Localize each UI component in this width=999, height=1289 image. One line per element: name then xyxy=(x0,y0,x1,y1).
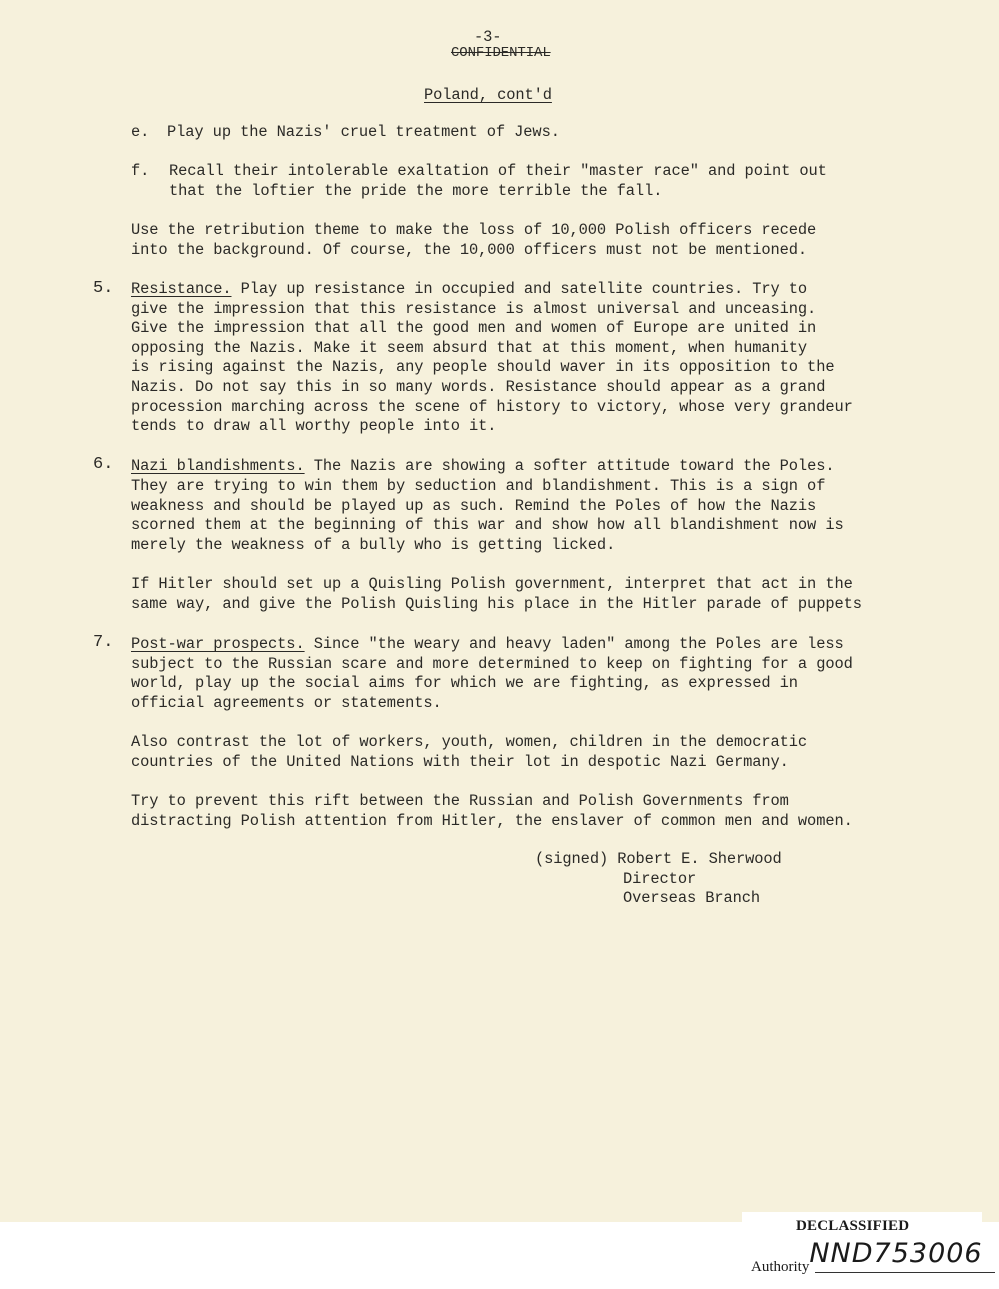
section-5-line: tends to draw all worthy people into it. xyxy=(131,417,497,435)
section-7-line: world, play up the social aims for which we are fighting, as expressed in xyxy=(131,674,798,692)
section-7-para2-line: Also contrast the lot of workers, youth, women, children in the democratic xyxy=(131,733,808,751)
signatory-branch: Overseas Branch xyxy=(623,889,761,907)
retribution-line: Use the retribution theme to make the loss of 10,000 Polish officers recede xyxy=(131,221,817,239)
section-6-heading: Nazi blandishments. xyxy=(131,457,305,475)
authority-code: NND753006 xyxy=(809,1238,983,1269)
authority-line xyxy=(751,1238,983,1275)
section-5-number: 5. xyxy=(93,279,114,298)
retribution-line: into the background. Of course, the 10,000 officers must not be mentioned. xyxy=(131,241,808,259)
page-number: -3- xyxy=(474,28,502,46)
section-6-line: scorned them at the beginning of this war and show how all blandishment now is xyxy=(131,516,844,534)
section-7-heading: Post-war prospects. xyxy=(131,635,305,653)
section-7-first-line xyxy=(131,635,844,655)
section-5-heading: Resistance. xyxy=(131,280,232,298)
section-7-number: 7. xyxy=(93,633,114,652)
section-7-line: official agreements or statements. xyxy=(131,694,442,712)
section-6-line: They are trying to win them by seduction and blandishment. This is a sign of xyxy=(131,477,826,495)
section-7-para3-line: distracting Polish attention from Hitler, the enslaver of common men and women. xyxy=(131,812,853,830)
signatory-title: Director xyxy=(623,870,697,888)
section-7-line: subject to the Russian scare and more determined to keep on fighting for a good xyxy=(131,655,853,673)
signature-line xyxy=(535,850,782,870)
section-6-first-line-rest: The Nazis are showing a softer attitude toward the Poles. xyxy=(304,457,835,475)
item-e-line: Play up the Nazis' cruel treatment of Jews. xyxy=(167,123,560,141)
section-6-line: merely the weakness of a bully who is getting licked. xyxy=(131,536,616,554)
item-f-line: Recall their intolerable exaltation of their "master race" and point out xyxy=(169,162,827,180)
section-6-para2-line: If Hitler should set up a Quisling Polish government, interpret that act in the xyxy=(131,575,853,593)
signed-prefix: (signed) xyxy=(535,850,609,868)
item-f-marker: f. xyxy=(131,162,150,180)
classification-marking: CONFIDENTIAL xyxy=(451,45,551,61)
section-5-line: opposing the Nazis. Make it seem absurd that at this moment, when humanity xyxy=(131,339,808,357)
section-7-first-line-rest: Since "the weary and heavy laden" among the Poles are less xyxy=(304,635,844,653)
authority-label: Authority xyxy=(751,1259,810,1275)
section-5-line: procession marching across the scene of history to victory, whose very grandeur xyxy=(131,398,853,416)
declassified-label: DECLASSIFIED xyxy=(796,1218,910,1234)
section-6-first-line xyxy=(131,457,834,477)
item-e-marker: e. xyxy=(131,123,150,141)
item-f-line: that the loftier the pride the more terrible the fall. xyxy=(169,182,663,200)
section-6-number: 6. xyxy=(93,455,114,474)
signatory-name: Robert E. Sherwood xyxy=(617,850,782,868)
section-5-line: Nazis. Do not say this in so many words. Resistance should appear as a grand xyxy=(131,378,826,396)
section-title: Poland, cont'd xyxy=(424,86,552,104)
section-5-line: give the impression that this resistance is almost universal and unceasing. xyxy=(131,300,817,318)
section-7-para2-line: countries of the United Nations with their lot in despotic Nazi Germany. xyxy=(131,753,789,771)
section-6-line: weakness and should be played up as such. Remind the Poles of how the Nazis xyxy=(131,497,817,515)
section-5-first-line xyxy=(131,280,807,300)
section-7-para3-line: Try to prevent this rift between the Russian and Polish Governments from xyxy=(131,792,789,810)
section-5-line: Give the impression that all the good men and women of Europe are united in xyxy=(131,319,817,337)
section-5-line: is rising against the Nazis, any people should waver in its opposition to the xyxy=(131,358,835,376)
section-5-first-line-rest: Play up resistance in occupied and satellite countries. Try to xyxy=(231,280,808,298)
authority-underline xyxy=(815,1272,995,1273)
section-6-para2-line: same way, and give the Polish Quisling his place in the Hitler parade of puppets xyxy=(131,595,862,613)
